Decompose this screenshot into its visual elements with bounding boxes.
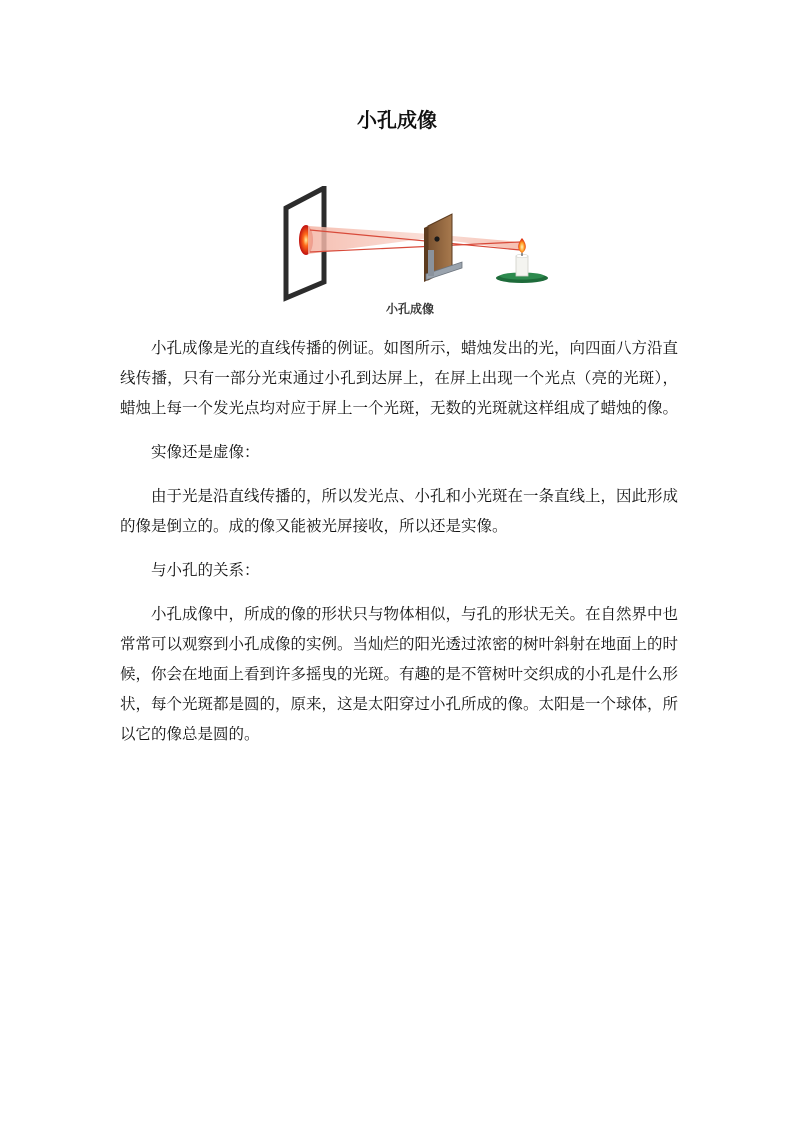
pinhole-camera-figure	[280, 186, 562, 322]
page-title: 小孔成像	[357, 108, 437, 132]
candle-flame	[518, 238, 526, 253]
paragraph-intro: 小孔成像是光的直线传播的例证。如图所示，蜡烛发出的光，向四面八方沿直线传播，只有一部分光束通过小孔到达屏上，在屏上出现一个光点（亮的光斑），蜡烛上每一个发光点均对应于屏上一个光斑，无数的光斑就这样组成了蜡烛的像。	[120, 339, 679, 417]
figure-caption: 小孔成像	[385, 302, 435, 316]
pinhole	[434, 236, 439, 241]
pinhole-board	[424, 214, 462, 282]
pinhole-diagram-illustration	[280, 186, 562, 322]
article-body	[120, 333, 678, 763]
paragraph-real-image: 由于光是沿直线传播的，所以发光点、小孔和小光斑在一条直线上，因此形成的像是倒立的。成的像又能被光屏接收，所以还是实像。	[120, 487, 679, 535]
subheading-real-or-virtual: 实像还是虚像：	[151, 443, 260, 461]
subheading-relation-to-hole: 与小孔的关系：	[151, 561, 260, 579]
paragraph-hole-shape: 小孔成像中，所成的像的形状只与物体相似，与孔的形状无关。在自然界中也常常可以观察到小孔成像的实例。当灿烂的阳光透过浓密的树叶斜射在地面上的时候，你会在地面上看到许多摇曳的光斑。有趣的是不管树叶交织成的小孔是什么形状，每个光斑都是圆的，原来，这是太阳穿过小孔所成的像。太阳是一个球体，所以它的像总是圆的。	[120, 605, 679, 743]
